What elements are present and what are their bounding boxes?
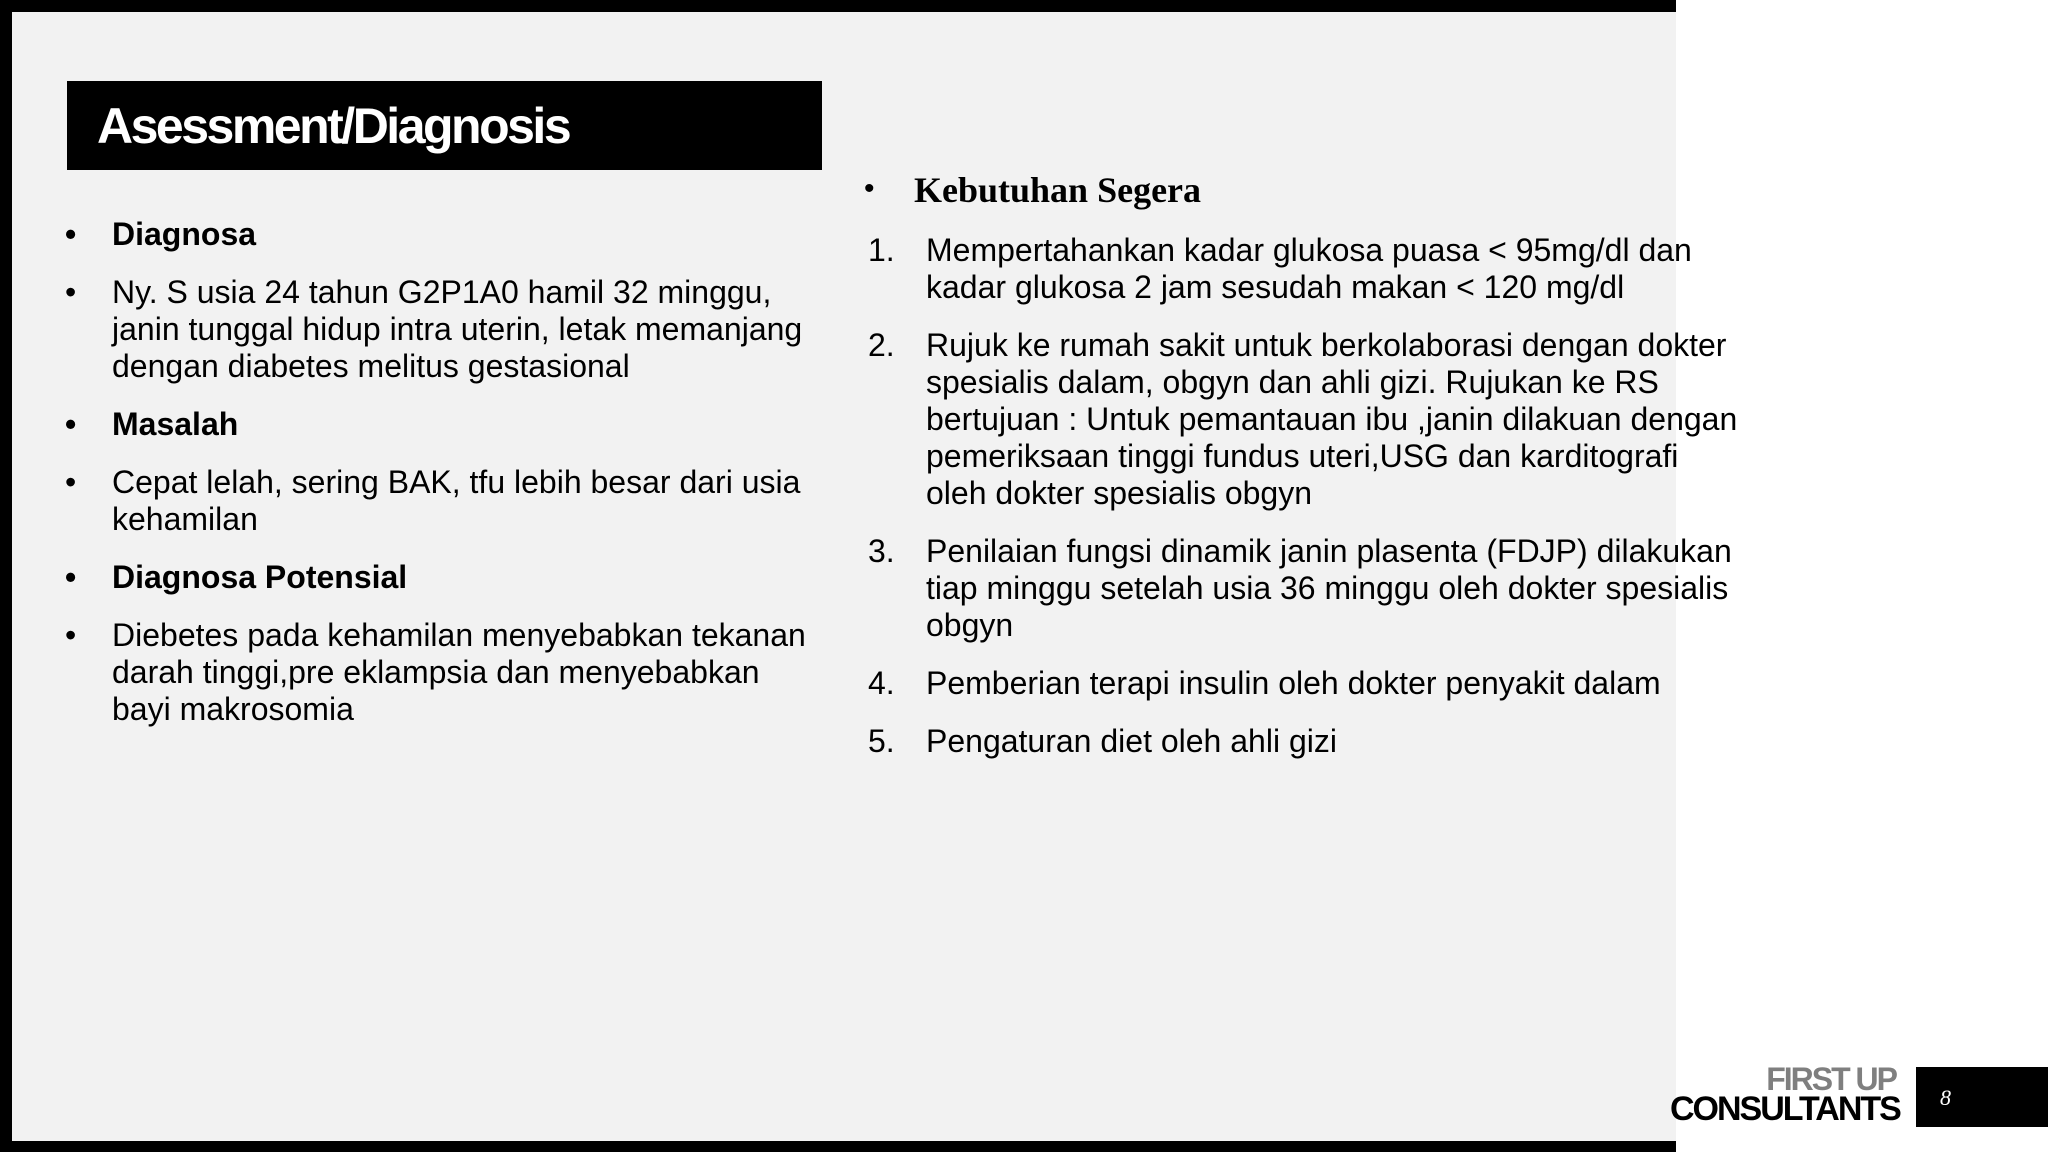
numbered-list (868, 232, 1738, 781)
item-text: Pemberian terapi insulin oleh dokter penyakit dalam (926, 665, 1661, 701)
slide-title: Asessment/Diagnosis (97, 98, 570, 154)
page-number: 8 (1940, 1085, 1951, 1110)
frame-left-border (0, 0, 12, 1152)
company-logo (1670, 1061, 1900, 1128)
list-item (868, 327, 1738, 512)
slide (12, 12, 1738, 1141)
item-text: Mempertahankan kadar glukosa puasa < 95mg/dl dan kadar glukosa 2 jam sesudah makan < 120 mg/dl (926, 232, 1692, 305)
bullet-icon: • (864, 172, 875, 205)
frame-bottom-border (0, 1141, 1676, 1152)
list-item (868, 723, 1738, 760)
title-banner (67, 81, 822, 170)
item-text: Pengaturan diet oleh ahli gizi (926, 723, 1337, 759)
list-item: • Masalah (62, 406, 822, 443)
logo-line-2: CONSULTANTS (1670, 1090, 1900, 1128)
item-number: 4. (868, 665, 895, 701)
list-item (868, 533, 1738, 644)
right-heading (864, 167, 1201, 212)
list-item: • Ny. S usia 24 tahun G2P1A0 hamil 32 minggu, janin tunggal hidup intra uterin, letak memanjang dengan diabetes melitus gestasional (62, 274, 822, 385)
list-item: • Cepat lelah, sering BAK, tfu lebih besar dari usia kehamilan (62, 464, 822, 538)
list-item: • Diagnosa Potensial (62, 559, 822, 596)
item-text: Rujuk ke rumah sakit untuk berkolaborasi dengan dokter spesialis dalam, obgyn dan ahli gizi. Rujukan ke RS bertujuan : Untuk pemantauan ibu ,janin dilakuan dengan pemeriksaan tinggi fundus uteri,USG dan karditografi oleh dokter spesialis obgyn (926, 327, 1738, 511)
item-number: 1. (868, 232, 895, 268)
frame-top-border (0, 0, 1676, 12)
list-item: • Diebetes pada kehamilan menyebabkan tekanan darah tinggi,pre eklampsia dan menyebabkan bayi makrosomia (62, 617, 822, 728)
logo-line-1: FIRST UP (1766, 1061, 1896, 1097)
list-item (868, 232, 1738, 306)
list-item: • Diagnosa (62, 216, 822, 253)
item-number: 2. (868, 327, 895, 363)
list-item (868, 665, 1738, 702)
page-number-box (1916, 1067, 2048, 1127)
item-text: Penilaian fungsi dinamik janin plasenta (FDJP) dilakukan tiap minggu setelah usia 36 minggu oleh dokter spesialis obgyn (926, 533, 1732, 643)
left-bullet-list (62, 216, 822, 749)
right-heading-text: Kebutuhan Segera (914, 170, 1202, 210)
item-number: 5. (868, 723, 895, 759)
item-number: 3. (868, 533, 895, 569)
